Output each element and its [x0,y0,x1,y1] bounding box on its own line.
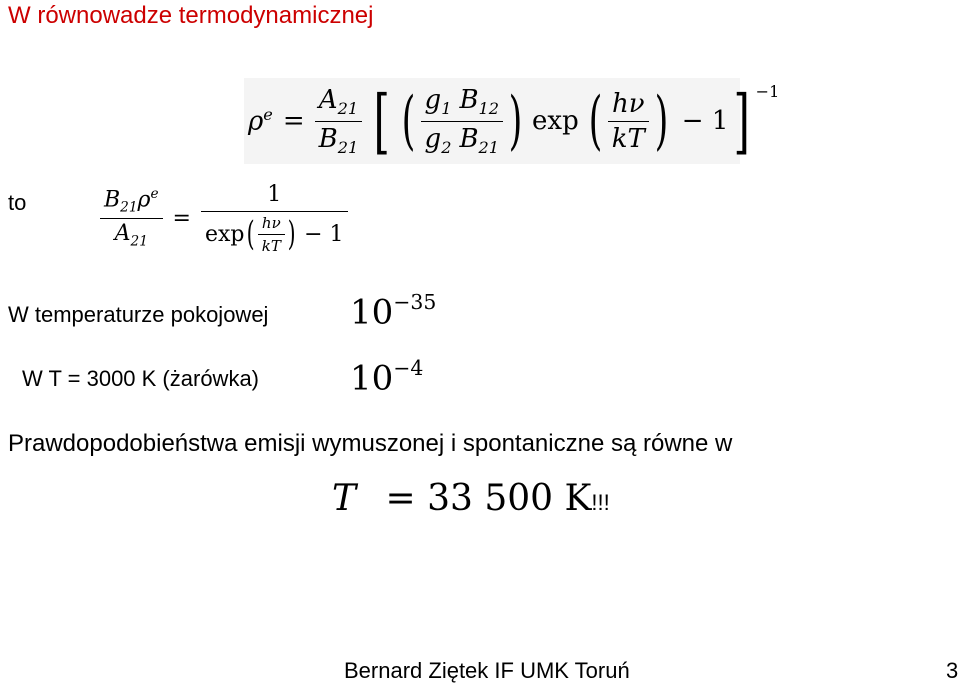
bulb-value: $10^{-4}$ [350,356,424,399]
statement-text: Prawdopodobieństwa emisji wymuszonej i spontaniczne są równe w [8,430,733,457]
equation-ratio: $\frac{B_{21}\rho^e}{A_{21}}$ = 1 exp ( $\frac{h\nu}{kT}$ ) − 1 [100,176,348,260]
label-to: to [8,190,27,215]
exclamation-marks: !!! [591,490,610,515]
footer-author: Bernard Ziętek IF UMK Toruń [344,658,630,683]
fraction-b-ratio: $\frac{B_{12}}{B_{21}}$ [455,85,503,156]
slide-title: W równowadze termodynamicznej [8,2,374,29]
rho-symbol: $\rho^e$ [248,105,273,137]
fraction-hnu-kt: $\frac{h\nu}{kT}$ [608,89,649,154]
fraction-a21-b21: $\frac{A_{21}}{B_{21}}$ [315,85,363,156]
page-number: 3 [946,658,959,683]
fraction-one-over-exp: 1 exp ( $\frac{h\nu}{kT}$ ) − 1 [201,182,348,255]
room-temperature-label: W temperaturze pokojowej [8,302,269,327]
fraction-g-ratio: $\frac{g_1}{g_2}$ [421,85,456,156]
bulb-label: W T = 3000 K (żarówka) [22,366,260,391]
equation-energy-density: $\rho^e$ = $\frac{A_{21}}{B_{21}}$ [ ( $\frac{g_1}{g_2}$ $\frac{B_{12}}{B_{21}}$ ) exp ( $\frac{h\nu}{kT}$ ) − 1 ] −1 [244,78,740,164]
equation-temperature: T = 33 500 K!!! [332,478,610,519]
room-temperature-value: $10^{-35}$ [350,290,437,333]
fraction-b21rho-a21: $\frac{B_{21}\rho^e}{A_{21}}$ [100,186,163,249]
